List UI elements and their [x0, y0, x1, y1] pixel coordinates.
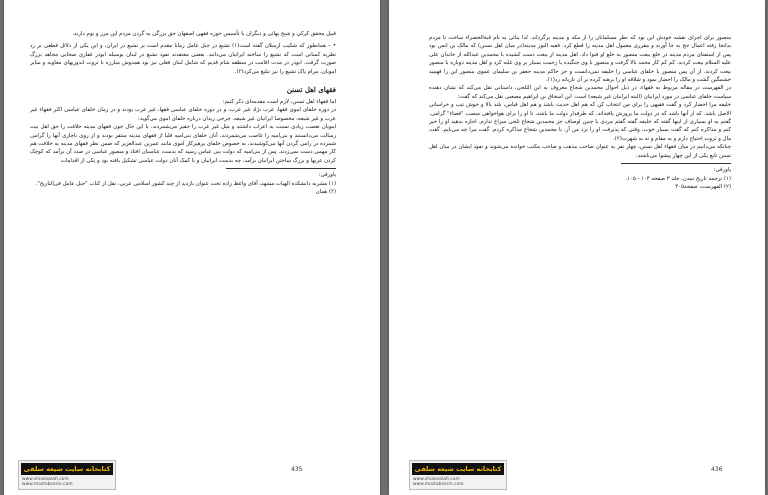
- watermark-title: کتابخانه سایت شیعه سلفی: [21, 463, 113, 475]
- paragraph: اما فقهاء اهل تسنن، لازم است مقدمه‌ای ذکر کنیم:: [222, 99, 336, 106]
- page-number: 435: [291, 466, 303, 473]
- footnote-label: پاورقی:: [713, 167, 731, 174]
- left-page-body: [30, 30, 336, 197]
- paragraph: منصور برای اجرای نقشه خودش این بود که نظر مسلمانان را از مکه و مدینه برگرداند. لذا بنائی به نام قبةالخضراء ساخت تا مردم بدانجا رفته اعمال حج به جا آورند و مقرری معمول اهل مدینه را قطع کرد. فقیه البوز مدینه(در میان اهل تسنن) که مالک بن انس بود پس از استفتای مردم مدینه در خلع بیعت منصور به خلع او فتوا داد. اهل مدینه از بیعت دست کشیده با محمدبن عبدالله از خاندان علی علیه السلام بیعت کردند. کم کم کار محمد بالا گرفت و منصور با وی جنگیده با زحمت بسیار بر وی غلبه کرد و اهل مدینه دوباره با منصور بیعت کردند. از آن پس منصور با خلفای عباسی را خلیفه نمی‌دانست و جز حاکم مدینه جعفر بن سلیمان عموی منصور این را فهمید خشمگین گشت و مالک را احضار نمود و شلاقه او را برهنه کرده بر آن تازیانه زد(۱).: [429, 35, 731, 84]
- paragraph: قبیل محقق کرکی و شیخ بهائی و دیگران با تأسیس حوزه فقهی اصفهان حق بزرگی به گردن مردم این مرز و بوم دارند.: [72, 31, 336, 37]
- watermark-url: www.shiaesalafi.com: [22, 477, 69, 482]
- paragraph: در الفهرست در مقاله مربوط به فقهاء، در ذیل احوال محمدبن شجاع معروف به ابن الثلجی، داستانی نقل می‌کند که نشان دهنده سیاست خلفای عباسی در مورد ایرانیان (البته ایرانیان غیر شیعه) است. ابن اسحاق بن ابراهیم مصعبی نقل می‌کند که گفت:: [429, 85, 731, 100]
- paragraph: • – همانطور که شکیب ارسلان گفته است(۱) تشیع در جبل عامل زمانا مقدم است بر تشیع در ایران، و این یکی از دلائل قطعی بر رد نظریه کسانی است که تشیع را ساخته ایرانیان می‌دانند. بعضی معتقدند نفوذ تشیع در لبنان بوسیله ابوذر غفاری صحابی مجاهد بزرگ صورت گرفت. ابوذر در مدت اقامت در منطقه شام قدیم که شامل لبنان فعلی نیز بود همدوش مبارزه با ثروت اندوزیهای معاویه و سایر امویان، مرام پاک تشیع را نیز تبلیغ می‌کرد(۲).: [30, 43, 336, 75]
- paragraph: خلیفه مرا احضار کرد و گفت فقیهی را برای من انتخاب کن که هم اهل حدیث باشد و هم اهل قیاس، بلند بالا و خوش تیپ و خراسانی الاصل باشد. که از آنها باشد که در دولت ما پرورش یافته‌اند، که طرفدار دولت ما باشد، تا او را برای هواخواهی منصب "قضاء" گرامی. گفتم به او بسیاری از اینها گفته که خلیفه گفته گفتم مردی با چنین اوصاف جز محمدبن شجاع ثلجی سراغ ندارم. اجازه بدهید او را خبر کنم و مذاکره کنم که گفت بسیار خوب، وقتی که پذیرفت او را نزد من آر. با محمدبن شجاع مذاکره کردم. گفت مرا چه می‌بایم. گفت مال و ثروت احتیاج دارم و به مقام و نه به شهرت(۲).: [429, 102, 731, 142]
- section-heading: فقهای اهل تسنن: [286, 85, 336, 95]
- paragraph: امویان تعصب زیادی نسبت به اعراب داشتند و مثل غیر عرب را حقیر می‌شمردند. با این حال جون فقهای مدینه خلافت را حق اهل بیت رسالت می‌دانستند و بنی‌امیه را غاصب می‌شمردند، آنان خلفای بنی‌امیه قلبا از فقهای مدینه منتفر بودند و از روی ناچاری آنها را گرامی شمرده در رامی گردن آنها می‌کوشیدند، به خصوص خلفای پرهیزکار اموی مانند عمربن عبدالعزیز که ضمن نظر فقهای مدینه به خلافت هم کار مهمی دست نمی‌زدند. پس از بنی‌امیه که دولت بنی عباس رسید که بدست عباسیان افتاد و منصور عباسی در صدد آن برآمد که کوچک کردن عربها و بزرگ ساختن ایرانیان برآمد، چه بدست ایرانیان و با کمک آنان دولت عباسی تشکیل یافته بود و یکی از اقدامات: [30, 124, 336, 164]
- footnote-label: پاورقی:: [318, 172, 336, 179]
- watermark-url: www.mostabserin.com: [22, 482, 73, 487]
- left-page: [4, 0, 380, 495]
- watermark-title: کتابخانه سایت شیعه سلفی: [412, 463, 504, 475]
- watermark-logo: [409, 460, 507, 490]
- footnote-divider: [226, 168, 336, 169]
- watermark-url: www.mostabserin.com: [413, 482, 464, 487]
- footnote: (۲) الفهرست، صفحه۳۰۵: [675, 183, 731, 190]
- watermark-url: www.shiaesalafi.com: [413, 477, 460, 482]
- paragraph: در دوره خلفای اموی فقها، عرب نژاد غیر عرب، و در دوره خلفای عباسی فقها، غیر عرب بودند و در زمان خلفای عباسی اکثر فقهاء غیر عرب و غیر شیعه، مخصوصا ایرانیان غیر شیعه. جرجی زیدان درباره خلفای اموی می‌گوید:: [30, 107, 336, 122]
- footnote: (۱) مشربه دانشکده الهیات مشهد، آقای واعظ زاده تحت عنوان بازدید از چند کشور اسلامی عربی، نقل از کتاب "جبل عامل فی‌التاریخ".: [35, 180, 336, 187]
- footnote: (۱) ترجمه تاریخ تمدن، جلد ۳ صفحه ۱۰۴ - ۱۰۵.: [625, 175, 731, 182]
- paragraph: چنانکه می‌دانیم در میان فقهاء اهل تسنن، چهار نفر به عنوان صاحب مذهب و صاحب مکتب خوانده می‌شوند و نفوذ ایشان در میان اهل تسنن تابع یکی از این چهار پیشوا می‌باشند.: [429, 144, 731, 159]
- right-page: [389, 0, 765, 495]
- watermark-logo: [18, 460, 116, 490]
- right-page-body: [429, 34, 731, 191]
- page-number: 436: [711, 466, 723, 473]
- footnote-divider: [621, 163, 731, 164]
- footnote: (۲) همان: [315, 189, 336, 196]
